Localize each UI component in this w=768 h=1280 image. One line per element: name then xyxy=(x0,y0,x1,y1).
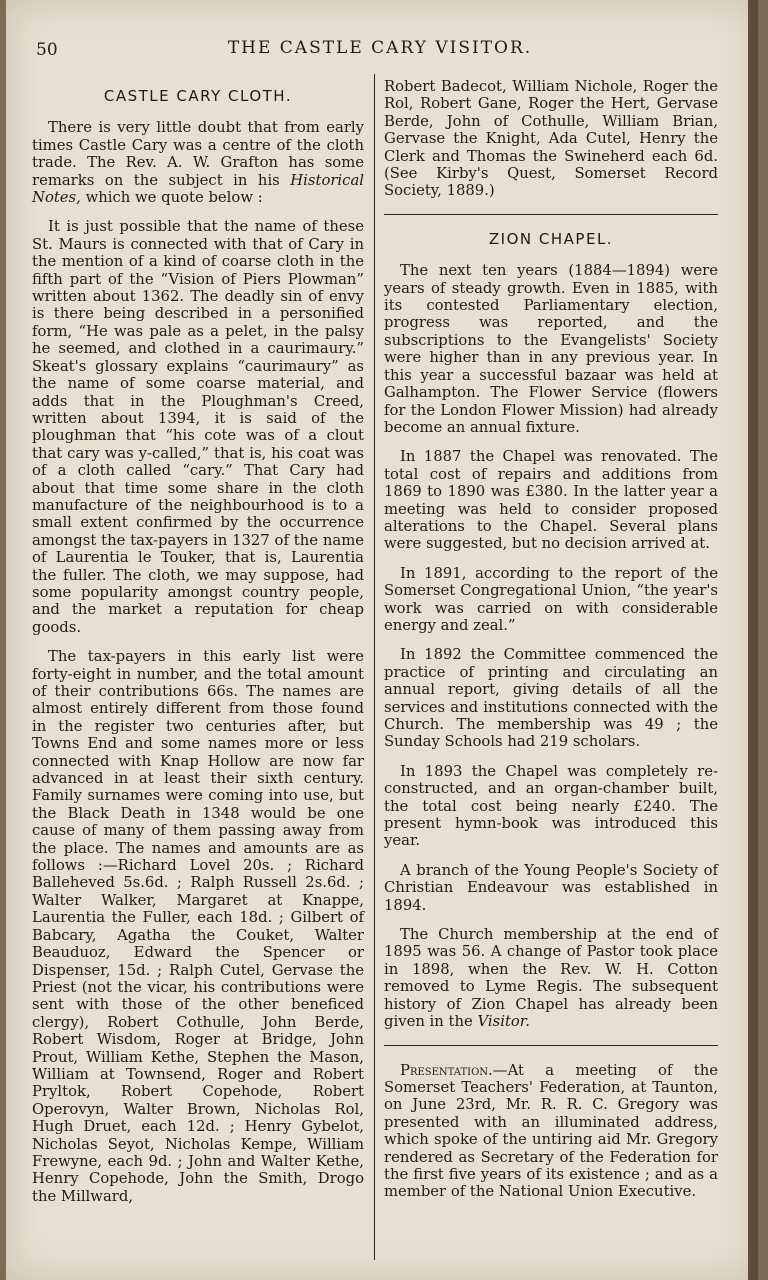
paragraph: In 1891, according to the report of the Somerset Congregational Union, “the year's work was carried on with considerable energy and zeal.” xyxy=(384,564,718,634)
running-title: THE CASTLE CARY VISITOR. xyxy=(227,38,533,58)
column-divider xyxy=(374,74,375,1260)
paragraph-continuation: Robert Badecot, William Nichole, Roger the Rol, Robert Gane, Roger the Hert, Gervase Berde, John of Cothulle, William Brian, Gervase the Knight, Ada Cutel, Henry the Clerk and Thomas the Swineherd each 6d. (See Kirby's Quest, Somerset Record Society, 1889.) xyxy=(384,78,718,200)
page-number: 50 xyxy=(36,40,58,60)
right-column xyxy=(384,78,718,1213)
paragraph: In 1892 the Committee commenced the practice of printing and circulating an annual report, giving details of all the services and institutions connected with the Church. The membership was 49 ; the Sunday Schools had 219 scholars. xyxy=(384,646,718,751)
presentation-paragraph: Presentation.—At a meeting of the Somerset Teachers' Federation, at Taunton, on June 23rd, Mr. R. R. C. Gregory was presented with an illuminated address, which spoke of the untiring aid Mr. Gregory rendered as Secretary of the Federation for the first five years of its existence ; and as a member of the National Union Executive. xyxy=(384,1061,718,1201)
article-heading-chapel: ZION CHAPEL. xyxy=(488,229,614,248)
book-page xyxy=(6,0,758,1280)
page-header xyxy=(30,34,730,64)
paragraph: In 1887 the Chapel was renovated. The total cost of repairs and additions from 1869 to 1890 was £380. In the latter year a meeting was held to consider proposed alterations to the Chapel. Several plans were suggested, but no decision arrived at. xyxy=(384,448,718,553)
paragraph: There is very little doubt that from early times Castle Cary was a centre of the cloth trade. The Rev. A. W. Grafton has some remarks on the subject in his Historical Notes, which we quote below : xyxy=(32,119,364,207)
paragraph: The tax-payers in this early list were forty-eight in number, and the total amount of their contributions 66s. The names are almost entirely different from those found in the register two centuries after, but Towns End and some names more or less connected with Knap Hollow are now far advanced in at least their sixth century. Family surnames were coming into use, but the Black Death in 1348 would be one cause of many of them passing away from the place. The names and amounts are as follows :—Richard Lovel 20s. ; Richard Balleheved 5s.6d. ; Ralph Russell 2s.6d. ; Walter Walker, Margaret at Knappe, Laurentia the Fuller, each 18d. ; Gilbert of Babcary, Agatha the Couket, Walter Beauduoz, Edward the Spencer or Dispenser, 15d. ; Ralph Cutel, Gervase the Priest (not the vicar, his contributions were sent with those of the other beneficed clergy), Robert Cothulle, John Berde, Robert Wisdom, Roger at Bridge, John Prout, William Kethe, Stephen the Mason, William at Townsend, Roger and Robert Pryltok, Robert Copehode, Robert Operovyn, Walter Brown, Nicholas Rol, Hugh Druet, each 12d. ; Henry Gybelot, Nicholas Seyot, Nicholas Kempe, William Frewyne, each 9d. ; John and Walter Kethe, Henry Copehode, John the Smith, Drogo the Millward, xyxy=(32,648,364,1205)
paragraph: It is just possible that the name of these St. Maurs is connected with that of Cary in the mention of a kind of coarse cloth in the fifth part of the “Vision of Piers Plowman” written about 1362. The deadly sin of envy is there being described in a personified form, “He was pale as a pelet, in the palsy he seemed, and clothed in a caurimaury.” Skeat's glossary explains “caurimaury” as the name of some coarse material, and adds that in the Ploughman's Creed, written about 1394, it is said of the ploughman that “his cote was of a clout that cary was y-called,” that is, his coat was of a cloth called “cary.” That Cary had about that time some share in the cloth manufacture of the neighbourhood is to a small extent confirmed by the occurrence amongst the tax-payers in 1327 of the name of Laurentia le Touker, that is, Laurentia the fuller. The cloth, we may suppose, had some popularity amongst country people, and the market a reputation for cheap goods. xyxy=(32,218,364,636)
paragraph: The next ten years (1884—1894) were years of steady growth. Even in 1885, with its contested Parliamentary election, progress was reported, and the subscriptions to the Evangelists' Society were higher than in any previous year. In this year a successful bazaar was held at Galhampton. The Flower Service (flowers for the London Flower Mission) had already become an annual fixture. xyxy=(384,262,718,436)
section-rule xyxy=(384,214,718,215)
page-edge xyxy=(748,0,758,1280)
section-rule xyxy=(384,1045,718,1046)
paragraph: A branch of the Young People's Society of Christian Endeavour was established in 1894. xyxy=(384,861,718,914)
paragraph: In 1893 the Chapel was completely re-constructed, and an organ-chamber built, the total cost being nearly £240. The present hymn-book was introduced this year. xyxy=(384,762,718,850)
paragraph: The Church membership at the end of 1895 was 56. A change of Pastor took place in 1898, when the Rev. W. H. Cotton removed to Lyme Regis. The subsequent history of Zion Chapel has already been given in the Visitor. xyxy=(384,926,718,1031)
article-heading-cloth: CASTLE CARY CLOTH. xyxy=(103,87,293,105)
presentation-label: Presentation. xyxy=(400,1061,493,1079)
left-column xyxy=(32,78,364,1217)
